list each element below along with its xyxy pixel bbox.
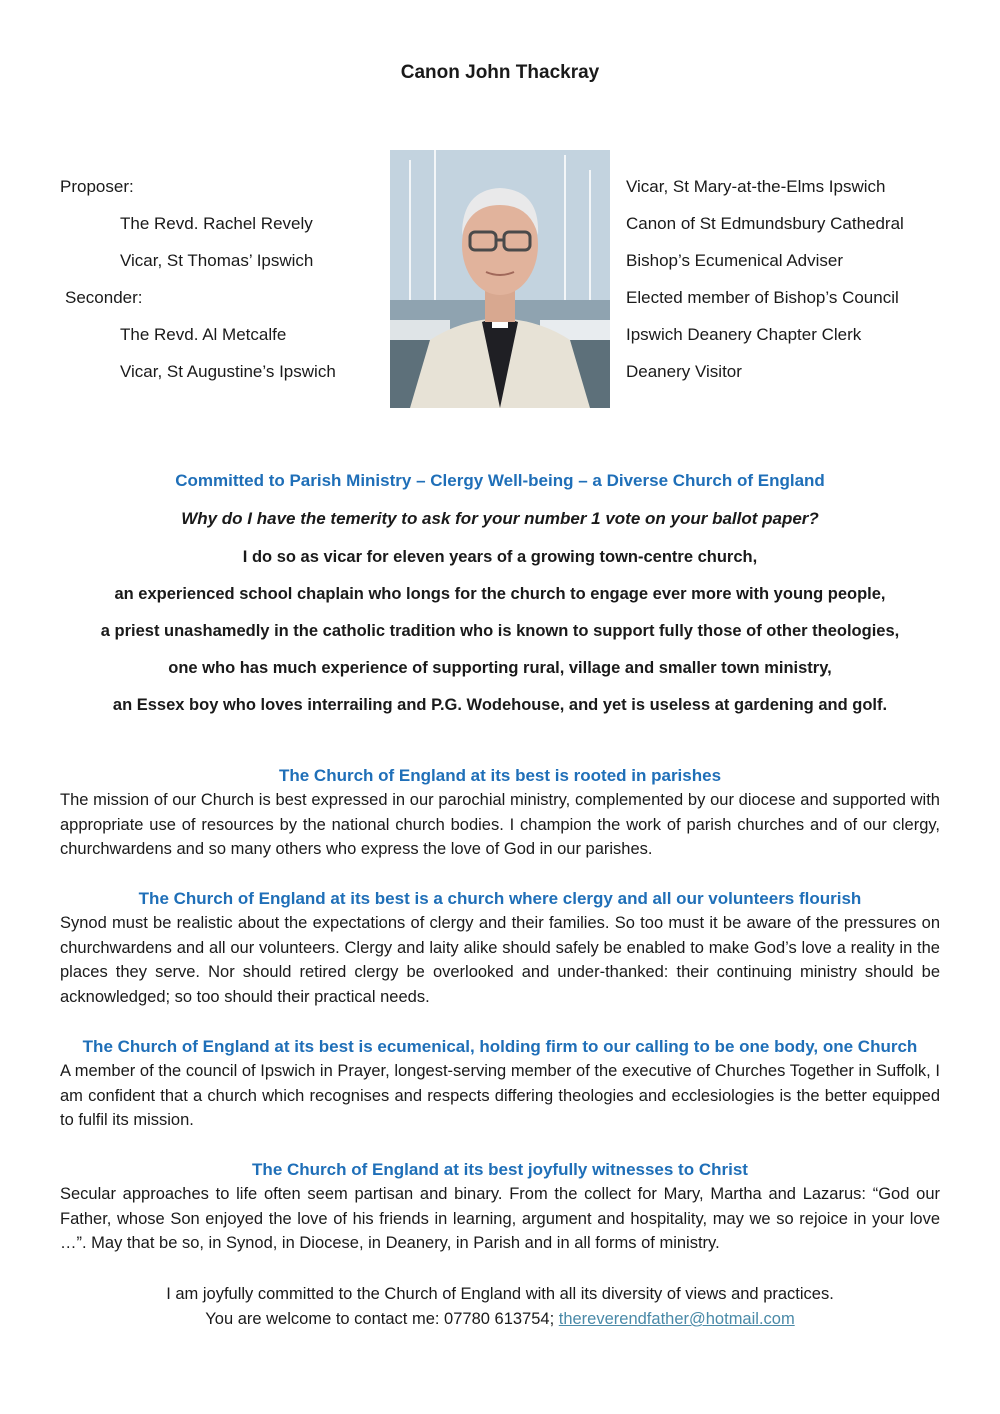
role-item: Bishop’s Ecumenical Adviser xyxy=(626,251,844,270)
closing-line: I am joyfully committed to the Church of England with all its diversity of views and practices. xyxy=(166,1285,834,1303)
reason-line: I do so as vicar for eleven years of a growing town-centre church, xyxy=(242,548,758,566)
role-item: Ipswich Deanery Chapter Clerk xyxy=(626,325,862,344)
section-heading: The Church of England at its best is ecumenical, holding firm to our calling to be one body, one Church xyxy=(82,1037,918,1056)
reason-line: an experienced school chaplain who longs for the church to engage ever more with young people, xyxy=(114,585,886,603)
seconder-label: Seconder: xyxy=(65,288,143,307)
contact-prefix: You are welcome to contact me: 07780 613754; xyxy=(205,1310,559,1328)
proposer-label: Proposer: xyxy=(60,177,134,196)
nominators xyxy=(60,176,390,398)
candidate-roles xyxy=(626,176,966,398)
seconder-name: The Revd. Al Metcalfe xyxy=(120,325,287,344)
tagline: Committed to Parish Ministry – Clergy Well-being – a Diverse Church of England xyxy=(175,471,825,490)
email-link[interactable]: thereverendfather@hotmail.com xyxy=(558,1310,795,1328)
section-body: The mission of our Church is best expressed in our parochial ministry, complemented by our diocese and supported with appropriate use of resources by the national church bodies. I champion the work of parish churches and of our clergy, churchwardens and so many others who express the love of God in our parishes. xyxy=(60,791,940,858)
contact-line xyxy=(0,1307,1000,1332)
section-heading: The Church of England at its best is a church where clergy and all our volunteers flourish xyxy=(138,889,862,908)
candidate-photo xyxy=(390,150,610,408)
seconder-role: Vicar, St Augustine’s Ipswich xyxy=(120,362,336,381)
section-clergy-volunteers xyxy=(60,887,940,1009)
section-heading: The Church of England at its best is rooted in parishes xyxy=(278,766,722,785)
proposer-role: Vicar, St Thomas’ Ipswich xyxy=(120,251,314,270)
reasons-list xyxy=(0,546,1000,731)
section-heading: The Church of England at its best joyfully witnesses to Christ xyxy=(252,1160,748,1179)
section-parishes xyxy=(60,764,940,862)
section-body: Secular approaches to life often seem partisan and binary. From the collect for Mary, Martha and Lazarus: “God our Father, whose Son enjoyed the love of his friends in learning, argument and hospitality, may we so rejoice in your love …”. May that be so, in Synod, in Diocese, in Deanery, in Parish and in all forms of ministry. xyxy=(60,1185,940,1252)
role-item: Canon of St Edmundsbury Cathedral xyxy=(626,214,904,233)
section-body: Synod must be realistic about the expectations of clergy and their families. So too must it be aware of the pressures on churchwardens and all our volunteers. Clergy and laity alike should safely be enabled to make God’s love a reality in the places they serve. Nor should retired clergy be overlooked and under-thanked: their continuing ministry should be acknowledged; so too should their practical needs. xyxy=(60,914,940,1006)
role-item: Deanery Visitor xyxy=(626,362,742,381)
reason-line: a priest unashamedly in the catholic tradition who is known to support fully those of other theologies, xyxy=(100,622,900,640)
question: Why do I have the temerity to ask for your number 1 vote on your ballot paper? xyxy=(181,509,819,528)
section-ecumenical xyxy=(60,1035,940,1133)
reason-line: an Essex boy who loves interrailing and P.G. Wodehouse, and yet is useless at gardening and golf. xyxy=(112,696,888,714)
closing xyxy=(0,1282,1000,1332)
role-item: Elected member of Bishop’s Council xyxy=(626,288,899,307)
section-witness xyxy=(60,1158,940,1256)
reason-line: one who has much experience of supporting rural, village and smaller town ministry, xyxy=(168,659,832,677)
page-title: Canon John Thackray xyxy=(400,62,600,83)
section-body: A member of the council of Ipswich in Prayer, longest-serving member of the executive of Churches Together in Suffolk, I am confident that a church which recognises and respects differing theologies and ecclesiologies is the better equipped to fulfil its mission. xyxy=(60,1062,940,1129)
proposer-name: The Revd. Rachel Revely xyxy=(120,214,313,233)
role-item: Vicar, St Mary-at-the-Elms Ipswich xyxy=(626,177,886,196)
